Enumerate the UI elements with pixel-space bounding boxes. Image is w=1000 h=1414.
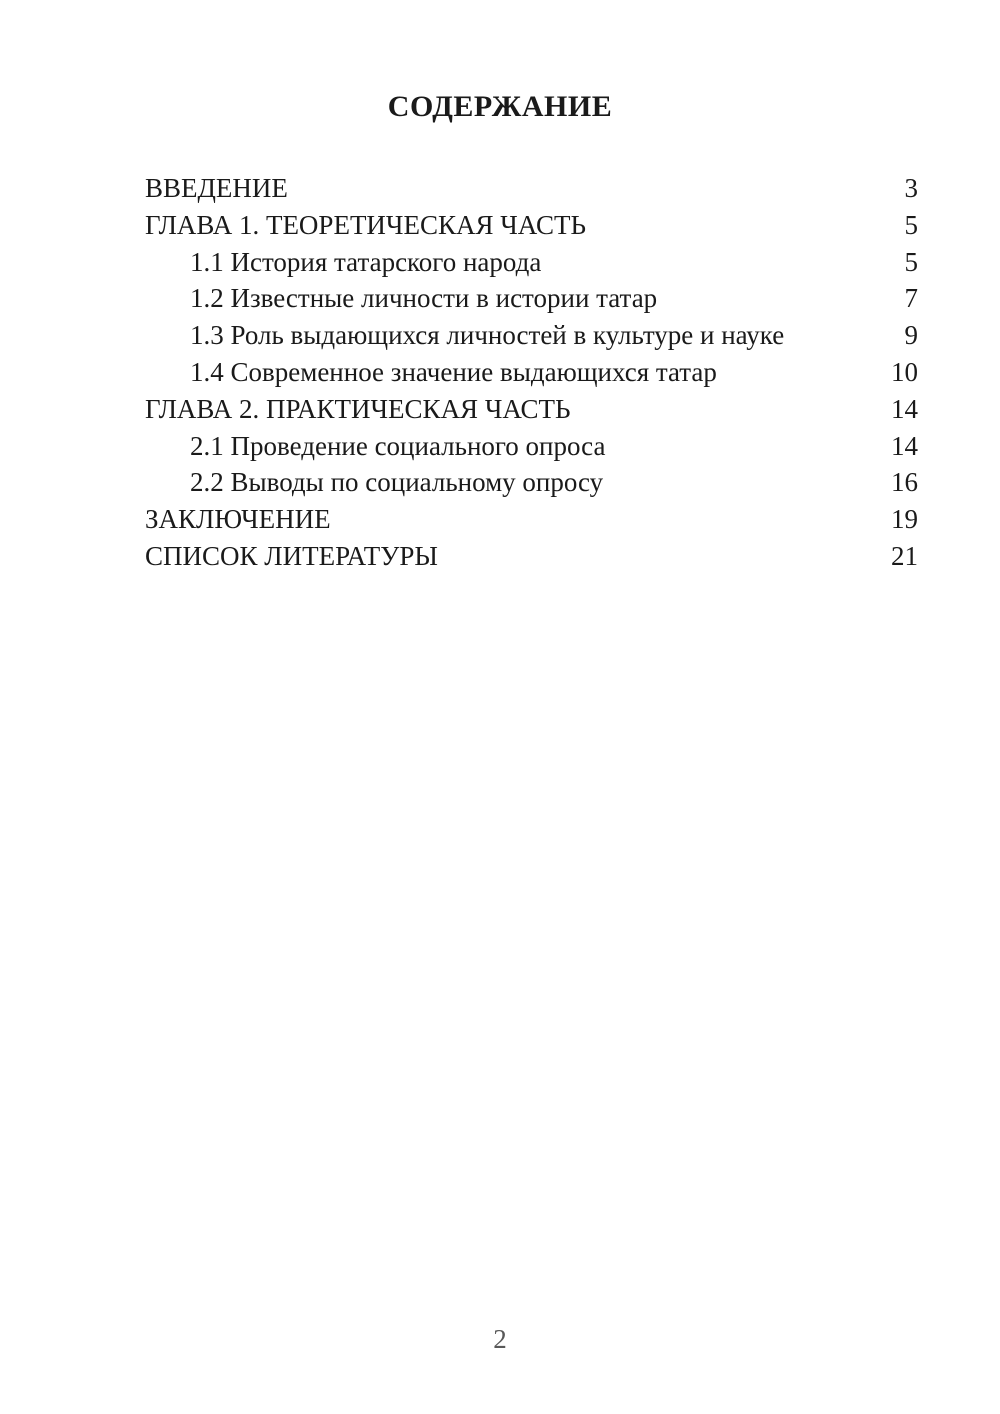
toc-entry-page: 9 <box>904 320 918 351</box>
toc-entry-label: 1.4 Современное значение выдающихся татар <box>190 356 717 387</box>
footer-page-number: 2 <box>493 1324 507 1354</box>
toc-entry <box>145 501 918 538</box>
toc-entry-label: СПИСОК ЛИТЕРАТУРЫ <box>145 540 438 571</box>
toc-entry-page: 10 <box>891 356 918 387</box>
toc-entry-label: 2.2 Выводы по социальному опросу <box>190 467 604 498</box>
toc-entry-page: 3 <box>904 173 918 203</box>
toc-entry-page: 19 <box>891 504 918 535</box>
toc-entry <box>145 207 918 244</box>
toc-entry-page: 16 <box>891 467 918 498</box>
toc-entry-label: 1.3 Роль выдающихся личностей в культуре и науке <box>190 320 785 351</box>
toc-entry-page: 5 <box>904 246 918 277</box>
toc-entry <box>145 244 918 281</box>
toc-entry <box>145 428 918 465</box>
toc-entry-label: ЗАКЛЮЧЕНИЕ <box>145 504 331 535</box>
toc-entry-page: 7 <box>904 283 918 314</box>
toc-entry-label: ВВЕДЕНИЕ <box>145 173 288 203</box>
toc-entry <box>145 538 918 575</box>
toc-entry-page: 5 <box>904 209 918 240</box>
toc-entry <box>145 391 918 428</box>
toc-entry <box>145 317 918 354</box>
toc-entry-page: 14 <box>891 393 918 424</box>
page-title: СОДЕРЖАНИЕ <box>387 90 613 123</box>
toc-entry-page: 21 <box>891 540 918 571</box>
toc-entry-label: 1.1 История татарского народа <box>190 246 542 277</box>
toc-entry <box>145 464 918 501</box>
toc-entry-label: ГЛАВА 1. ТЕОРЕТИЧЕСКАЯ ЧАСТЬ <box>145 209 586 240</box>
toc-entry-label: 2.1 Проведение социального опроса <box>190 430 606 461</box>
toc-entry <box>145 170 918 207</box>
toc-entry-label: 1.2 Известные личности в истории татар <box>190 283 658 314</box>
toc-entry-label: ГЛАВА 2. ПРАКТИЧЕСКАЯ ЧАСТЬ <box>145 393 571 424</box>
toc-entry-page: 14 <box>891 430 918 461</box>
toc-entry <box>145 280 918 317</box>
toc-entry <box>145 354 918 391</box>
toc-list <box>145 170 918 575</box>
